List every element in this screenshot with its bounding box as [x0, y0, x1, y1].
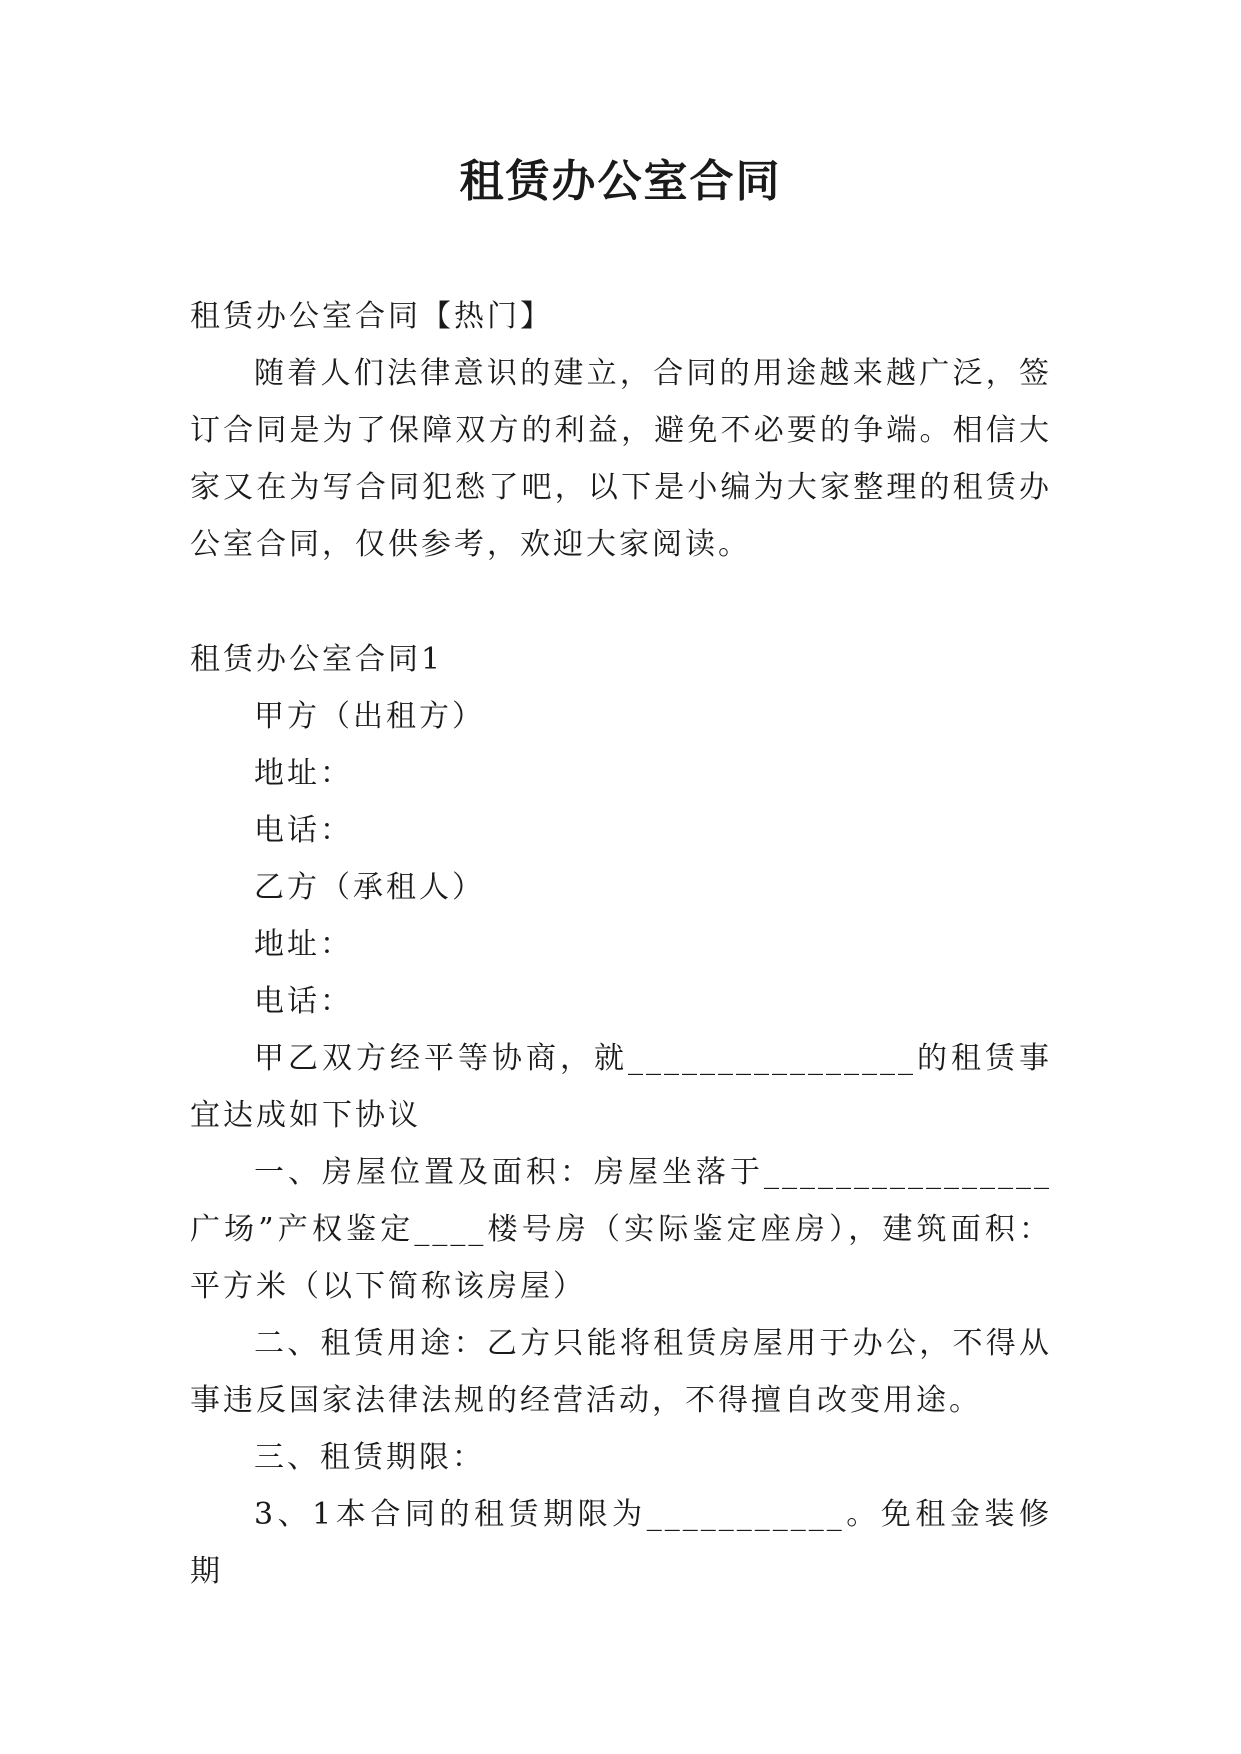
party-a-label: 甲方（出租方）: [254, 699, 485, 734]
document-title: 租赁办公室合同: [459, 156, 782, 207]
intro-paragraph: 随着人们法律意识的建立，合同的用途越来越广泛，签订合同是为了保障双方的利益，避免不必要的争端。相信大家又在为写合同犯愁了吧，以下是小编为大家整理的租赁办公室合同，仅供参考，欢迎大家阅读。: [190, 356, 1052, 562]
party-b-label: 乙方（承租人）: [254, 870, 485, 905]
agreement-paragraph: 甲乙双方经平等协商，就________________的租赁事宜达成如下协议: [190, 1041, 1052, 1133]
party-b-address: 地址：: [254, 927, 353, 962]
clause-term-detail: 3、1本合同的租赁期限为___________。免租金装修期: [190, 1497, 1052, 1589]
clause-location-area: 一、房屋位置及面积：房屋坐落于________________广场”产权鉴定____楼号房（实际鉴定座房），建筑面积：平方米（以下简称该房屋）: [190, 1155, 1052, 1304]
party-a-address: 地址：: [254, 756, 353, 791]
party-b-phone: 电话：: [254, 984, 353, 1019]
document-body: [190, 288, 1052, 1600]
party-a-phone: 电话：: [254, 813, 353, 848]
clause-usage: 二、租赁用途：乙方只能将租赁房屋用于办公，不得从事违反国家法律法规的经营活动，不得擅自改变用途。: [190, 1326, 1052, 1418]
subtitle: 租赁办公室合同【热门】: [190, 299, 553, 334]
clause-term-heading: 三、租赁期限：: [254, 1440, 485, 1475]
contract-heading: 租赁办公室合同1: [190, 642, 444, 677]
